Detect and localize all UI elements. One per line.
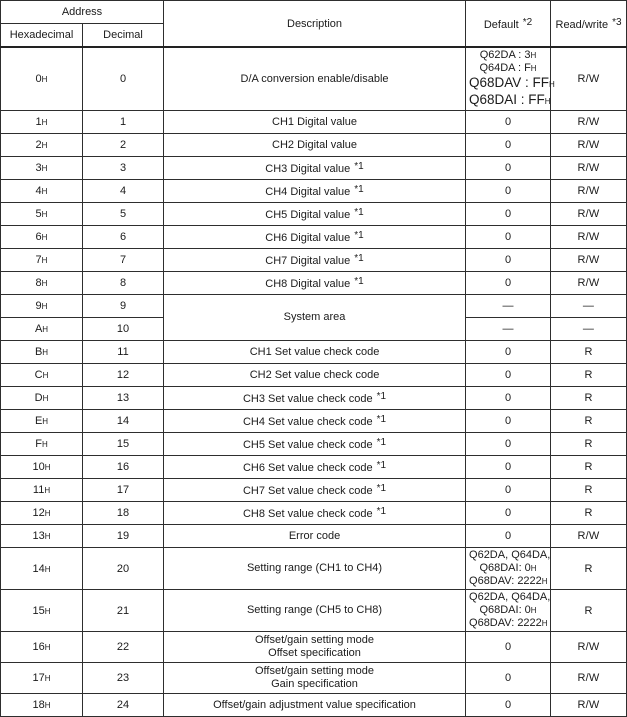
cell-default-value	[466, 590, 551, 632]
default-value-line: 0	[504, 161, 512, 174]
cell-hex-address: FH	[1, 433, 83, 456]
hex-suffix: H	[42, 325, 49, 334]
default-value-line: 0	[504, 671, 512, 684]
cell-description	[164, 663, 466, 694]
description-text: CH7 Set value check code *1	[242, 483, 387, 497]
table-row	[1, 203, 627, 226]
default-value-line: Q68DAI : FFH	[469, 92, 551, 107]
cell-default-value	[466, 157, 551, 180]
default-value-line: 0	[504, 698, 512, 711]
cell-hex-address: 3H	[1, 157, 83, 180]
cell-description	[164, 226, 466, 249]
description-text: Gain specification	[271, 678, 358, 690]
cell-description	[164, 694, 466, 717]
cell-hex-address: 18H	[1, 694, 83, 717]
footnote-marker-1: *1	[354, 184, 364, 195]
footnote-marker-1: *1	[376, 506, 387, 517]
cell-decimal-address: 17	[83, 479, 164, 502]
cell-description	[164, 387, 466, 410]
cell-default-value	[466, 111, 551, 134]
table-row	[1, 157, 627, 180]
hex-suffix: H	[41, 279, 48, 288]
table-row	[1, 111, 627, 134]
default-value-line: Q62DA, Q64DA,	[469, 549, 551, 561]
register-table-body	[1, 47, 627, 717]
cell-decimal-address: 13	[83, 387, 164, 410]
description-text: System area	[283, 311, 346, 323]
cell-decimal-address: 20	[83, 548, 164, 590]
cell-readwrite: R	[551, 433, 627, 456]
cell-hex-address: 13H	[1, 525, 83, 548]
default-value-line: Q64DA : FH	[479, 62, 537, 74]
cell-decimal-address: 14	[83, 410, 164, 433]
cell-default-value	[466, 249, 551, 272]
cell-hex-address: 0H	[1, 47, 83, 111]
cell-hex-address: 11H	[1, 479, 83, 502]
default-value-line: 0	[504, 184, 512, 197]
hex-suffix: H	[541, 577, 548, 586]
footnote-marker-1: *1	[354, 161, 364, 172]
cell-readwrite: R/W	[551, 203, 627, 226]
cell-decimal-address: 18	[83, 502, 164, 525]
default-value-line: 0	[504, 437, 512, 450]
hex-suffix: H	[530, 564, 537, 573]
cell-default-value	[466, 694, 551, 717]
description-text: Setting range (CH1 to CH4)	[246, 562, 383, 574]
table-row	[1, 226, 627, 249]
footnote-marker-1: *1	[376, 483, 387, 494]
col-header-hexadecimal: Hexadecimal	[1, 24, 83, 48]
default-value-line: 0	[504, 483, 512, 496]
default-value-line: Q62DA, Q64DA,	[469, 591, 551, 603]
cell-hex-address: DH	[1, 387, 83, 410]
default-value-line: Q68DAV: 2222H	[469, 575, 548, 587]
default-value-line: Q68DAI: 0H	[479, 604, 537, 616]
table-row	[1, 249, 627, 272]
footnote-marker-1: *1	[376, 414, 387, 425]
table-row	[1, 272, 627, 295]
cell-default-value	[466, 548, 551, 590]
cell-decimal-address: 5	[83, 203, 164, 226]
cell-decimal-address: 9	[83, 295, 164, 318]
hex-suffix: H	[41, 187, 48, 196]
cell-default-value	[466, 295, 551, 318]
cell-hex-address: 15H	[1, 590, 83, 632]
hex-suffix: H	[41, 440, 48, 449]
cell-default-value	[466, 180, 551, 203]
cell-description	[164, 410, 466, 433]
cell-default-value	[466, 502, 551, 525]
default-value-line: 0	[504, 115, 512, 128]
default-value-line: 0	[504, 276, 512, 289]
cell-decimal-address: 12	[83, 364, 164, 387]
default-value-line: Q68DAI: 0H	[479, 562, 537, 574]
description-text: CH1 Digital value	[272, 115, 357, 128]
cell-readwrite: R/W	[551, 694, 627, 717]
hex-suffix: H	[41, 118, 48, 127]
footnote-marker-1: *1	[376, 437, 387, 448]
cell-default-value	[466, 364, 551, 387]
default-value-line: 0	[504, 230, 512, 243]
cell-decimal-address: 6	[83, 226, 164, 249]
cell-decimal-address: 15	[83, 433, 164, 456]
description-text: Offset/gain setting mode	[254, 665, 375, 677]
cell-decimal-address: 10	[83, 318, 164, 341]
cell-default-value	[466, 341, 551, 364]
description-text: CH2 Digital value	[272, 138, 357, 151]
cell-hex-address: 4H	[1, 180, 83, 203]
description-text: CH4 Digital value *1	[265, 184, 364, 198]
col-header-readwrite: Read/write *3	[551, 1, 627, 48]
hex-suffix: H	[44, 564, 51, 574]
hex-suffix: H	[44, 643, 51, 652]
hex-suffix: H	[549, 80, 555, 89]
cell-description	[164, 433, 466, 456]
table-row	[1, 502, 627, 525]
cell-description	[164, 47, 466, 111]
cell-decimal-address: 19	[83, 525, 164, 548]
cell-decimal-address: 16	[83, 456, 164, 479]
cell-readwrite: R/W	[551, 226, 627, 249]
table-row	[1, 456, 627, 479]
table-row	[1, 387, 627, 410]
cell-description	[164, 632, 466, 663]
hex-suffix: H	[41, 302, 48, 311]
cell-description	[164, 456, 466, 479]
cell-decimal-address: 1	[83, 111, 164, 134]
cell-default-value	[466, 433, 551, 456]
footnote-marker-1: *1	[354, 230, 364, 241]
default-value-line: 0	[504, 207, 512, 220]
cell-readwrite: R/W	[551, 272, 627, 295]
cell-default-value	[466, 387, 551, 410]
cell-description	[164, 180, 466, 203]
cell-readwrite: R/W	[551, 111, 627, 134]
description-text: CH6 Set value check code *1	[242, 460, 387, 474]
footnote-marker-3: *3	[612, 16, 622, 28]
footnote-marker-1: *1	[376, 391, 387, 402]
table-row	[1, 180, 627, 203]
hex-suffix: H	[44, 606, 51, 616]
cell-description	[164, 295, 466, 341]
cell-readwrite: R/W	[551, 180, 627, 203]
table-header	[1, 1, 627, 48]
cell-hex-address: 9H	[1, 295, 83, 318]
description-text: CH4 Set value check code *1	[242, 414, 387, 428]
cell-hex-address: AH	[1, 318, 83, 341]
default-value-line: Q62DA : 3H	[479, 49, 537, 61]
hex-suffix: H	[41, 164, 48, 173]
cell-default-value	[466, 47, 555, 111]
footnote-marker-1: *1	[354, 276, 364, 287]
hex-suffix: H	[41, 210, 48, 219]
col-header-address: Address	[1, 1, 164, 24]
table-row	[1, 410, 627, 433]
cell-hex-address: 6H	[1, 226, 83, 249]
hex-suffix: H	[44, 674, 51, 683]
hex-suffix: H	[41, 141, 48, 150]
hex-suffix: H	[530, 51, 537, 60]
table-row	[1, 295, 627, 318]
cell-description	[164, 134, 466, 157]
hex-suffix: H	[530, 606, 537, 615]
cell-description	[164, 111, 466, 134]
footnote-marker-1: *1	[354, 207, 364, 218]
table-row	[1, 47, 627, 111]
cell-readwrite: R/W	[551, 47, 627, 111]
table-row	[1, 525, 627, 548]
cell-hex-address: 7H	[1, 249, 83, 272]
cell-decimal-address: 23	[83, 663, 164, 694]
default-value-line: 0	[504, 414, 512, 427]
cell-readwrite: R/W	[551, 632, 627, 663]
hex-suffix: H	[42, 371, 49, 380]
default-value-line: 0	[504, 368, 512, 381]
cell-description	[164, 479, 466, 502]
cell-decimal-address: 8	[83, 272, 164, 295]
col-header-description: Description	[164, 1, 466, 48]
cell-default-value	[466, 410, 551, 433]
cell-readwrite: R/W	[551, 525, 627, 548]
table-row	[1, 134, 627, 157]
cell-hex-address: EH	[1, 410, 83, 433]
cell-hex-address: 16H	[1, 632, 83, 663]
hex-suffix: H	[42, 348, 49, 357]
table-row	[1, 479, 627, 502]
cell-readwrite: R	[551, 364, 627, 387]
default-value-line: 0	[504, 391, 512, 404]
cell-default-value	[466, 479, 551, 502]
hex-suffix: H	[44, 701, 51, 710]
description-text: CH6 Digital value *1	[265, 230, 364, 244]
table-row	[1, 590, 627, 632]
cell-default-value	[466, 134, 551, 157]
cell-decimal-address: 22	[83, 632, 164, 663]
cell-decimal-address: 0	[83, 47, 164, 111]
cell-decimal-address: 24	[83, 694, 164, 717]
default-value-line: —	[502, 322, 514, 335]
description-text: Offset specification	[268, 647, 361, 659]
cell-hex-address: 10H	[1, 456, 83, 479]
table-row	[1, 632, 627, 663]
hex-suffix: H	[544, 97, 551, 106]
cell-hex-address: 1H	[1, 111, 83, 134]
hex-suffix: H	[42, 417, 49, 426]
description-text: CH3 Digital value *1	[265, 161, 364, 175]
cell-description	[164, 249, 466, 272]
table-row	[1, 364, 627, 387]
cell-decimal-address: 7	[83, 249, 164, 272]
hex-suffix: H	[541, 619, 548, 628]
cell-readwrite: R	[551, 479, 627, 502]
description-text: CH3 Set value check code *1	[242, 391, 387, 405]
default-value-line: 0	[504, 138, 512, 151]
default-value-line: —	[502, 299, 514, 312]
hex-suffix: H	[530, 64, 537, 73]
cell-readwrite: R	[551, 387, 627, 410]
description-text: CH8 Digital value *1	[265, 276, 364, 290]
footnote-marker-1: *1	[376, 460, 387, 471]
cell-hex-address: CH	[1, 364, 83, 387]
cell-description	[164, 364, 466, 387]
default-value-line: 0	[504, 345, 512, 358]
cell-description	[164, 525, 466, 548]
hex-suffix: H	[44, 509, 51, 518]
default-value-line: Q68DAV: 2222H	[469, 617, 548, 629]
hex-suffix: H	[44, 486, 51, 495]
description-text: CH2 Set value check code	[249, 368, 380, 381]
hex-suffix: H	[41, 256, 48, 265]
footnote-marker-1: *1	[354, 253, 364, 264]
default-value-line: 0	[504, 640, 512, 653]
cell-default-value	[466, 456, 551, 479]
hex-suffix: H	[42, 394, 49, 403]
table-row	[1, 694, 627, 717]
cell-readwrite: R	[551, 456, 627, 479]
cell-default-value	[466, 632, 551, 663]
cell-readwrite: R/W	[551, 663, 627, 694]
cell-default-value	[466, 203, 551, 226]
default-value-line: 0	[504, 253, 512, 266]
cell-description	[164, 590, 466, 632]
cell-description	[164, 502, 466, 525]
cell-decimal-address: 2	[83, 134, 164, 157]
cell-default-value	[466, 525, 551, 548]
description-text: Offset/gain setting mode	[254, 634, 375, 646]
cell-default-value	[466, 663, 551, 694]
cell-readwrite: R	[551, 502, 627, 525]
cell-readwrite: R/W	[551, 249, 627, 272]
cell-hex-address: 14H	[1, 548, 83, 590]
cell-hex-address: 12H	[1, 502, 83, 525]
cell-decimal-address: 3	[83, 157, 164, 180]
cell-default-value	[466, 226, 551, 249]
footnote-marker-2: *2	[522, 16, 533, 28]
cell-readwrite: R	[551, 548, 627, 590]
table-row	[1, 663, 627, 694]
col-header-default: Default *2	[466, 1, 551, 48]
hex-suffix: H	[44, 463, 51, 472]
table-row	[1, 433, 627, 456]
cell-readwrite: R	[551, 410, 627, 433]
hex-suffix: H	[44, 532, 51, 541]
cell-default-value	[466, 272, 551, 295]
cell-readwrite: R	[551, 590, 627, 632]
description-text: CH5 Set value check code *1	[242, 437, 387, 451]
description-text: CH5 Digital value *1	[265, 207, 364, 221]
cell-default-value	[466, 318, 551, 341]
cell-hex-address: 8H	[1, 272, 83, 295]
cell-decimal-address: 21	[83, 590, 164, 632]
default-value-line: 0	[504, 506, 512, 519]
cell-readwrite: R/W	[551, 157, 627, 180]
description-text: CH1 Set value check code	[249, 345, 380, 358]
cell-readwrite: R/W	[551, 134, 627, 157]
table-row	[1, 341, 627, 364]
default-value-line: 0	[504, 529, 512, 542]
cell-description	[164, 157, 466, 180]
hex-suffix: H	[41, 233, 48, 242]
description-text: CH8 Set value check code *1	[242, 506, 387, 520]
description-text: CH7 Digital value *1	[265, 253, 364, 267]
description-text: Error code	[288, 529, 341, 542]
cell-hex-address: 2H	[1, 134, 83, 157]
default-value-line: 0	[504, 460, 512, 473]
cell-description	[164, 548, 466, 590]
description-text: Setting range (CH5 to CH8)	[246, 604, 383, 616]
hex-suffix: H	[41, 75, 48, 84]
cell-readwrite: R	[551, 341, 627, 364]
cell-description	[164, 203, 466, 226]
cell-decimal-address: 11	[83, 341, 164, 364]
cell-hex-address: 17H	[1, 663, 83, 694]
cell-decimal-address: 4	[83, 180, 164, 203]
table-row	[1, 548, 627, 590]
cell-hex-address: 5H	[1, 203, 83, 226]
cell-description	[164, 272, 466, 295]
cell-readwrite: —	[551, 295, 627, 318]
cell-readwrite: —	[551, 318, 627, 341]
default-value-line: Q68DAV : FFH	[469, 75, 555, 90]
col-header-decimal: Decimal	[83, 24, 164, 48]
cell-description	[164, 341, 466, 364]
description-text: Offset/gain adjustment value specification	[213, 698, 416, 711]
description-text: D/A conversion enable/disable	[240, 72, 389, 85]
cell-hex-address: BH	[1, 341, 83, 364]
